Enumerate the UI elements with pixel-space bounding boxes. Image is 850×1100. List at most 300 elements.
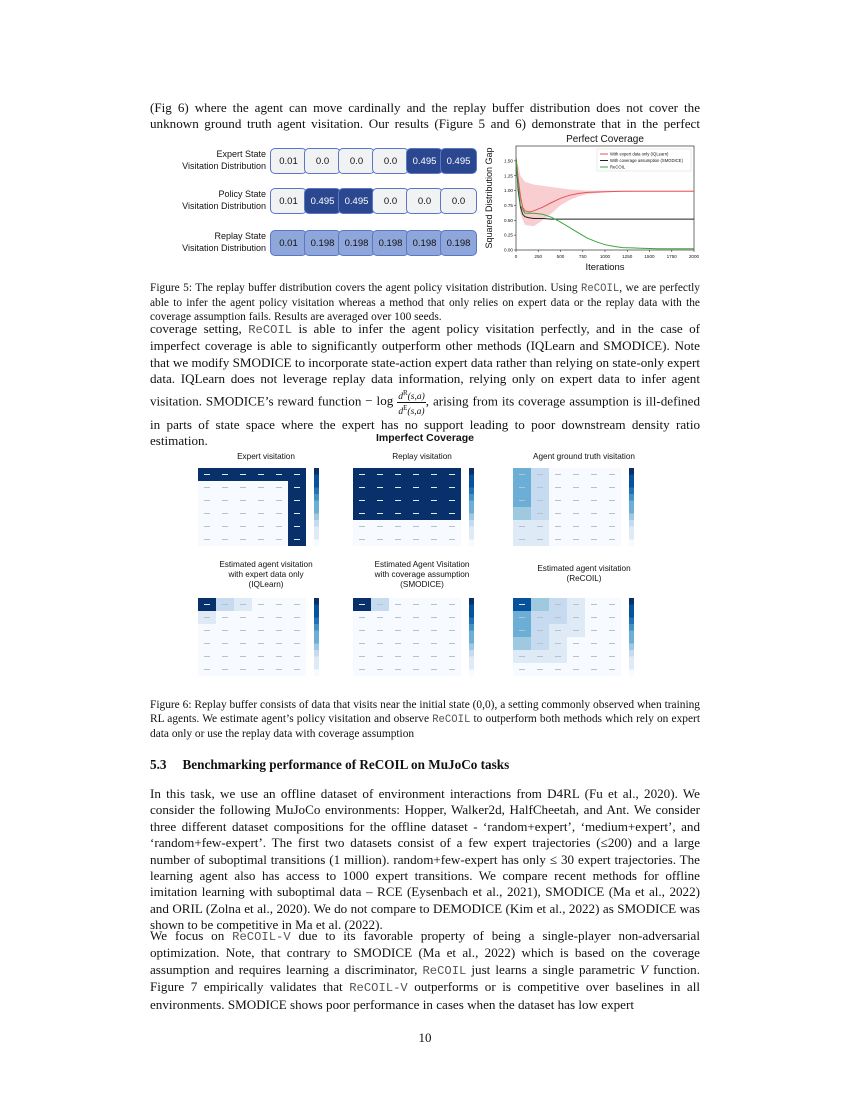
colorbar-segment [469,670,474,677]
heatmap-cell-value [258,487,264,488]
heatmap-cell-value [591,617,597,618]
colorbar-segment [469,637,474,644]
method-name: ReCOIL-V [232,930,291,944]
heatmap-cell-value [449,487,455,488]
colorbar-segment [629,637,634,644]
colorbar-segment [314,514,319,521]
heatmap-cell-value [519,487,525,488]
heatmap-cell-value [377,630,383,631]
heatmap-cell-value [359,526,365,527]
heatmap-cell-value [519,500,525,501]
heatmap-cell-value [573,617,579,618]
colorbar-segment [629,481,634,488]
formula-arg: (s,a) [407,406,425,417]
x-tick-label: 250 [534,254,543,259]
colorbar-segment [314,533,319,540]
formula-sup: R [402,388,408,397]
distribution-cell: 0.01 [270,188,307,214]
heatmap-cell-value [222,656,228,657]
heatmap-cell-value [258,474,264,475]
heatmap-panel [345,596,495,691]
x-tick-label: 1500 [644,254,655,259]
heatmap-cell-value [591,500,597,501]
heatmap-cell-value [555,630,561,631]
heatmap-cell-value [377,604,383,605]
heatmap-cell-value [449,604,455,605]
heatmap-cell-value [240,617,246,618]
reward-formula [365,388,426,417]
heatmap-cell-value [609,643,615,644]
heatmap-cell-value [609,669,615,670]
heatmap-cell-value [573,513,579,514]
heatmap-cell-value [276,513,282,514]
heatmap-cell-value [591,513,597,514]
heatmap-cell-value [413,474,419,475]
x-tick-label: 1750 [666,254,677,259]
heatmap-cell-value [537,630,543,631]
heatmap-cell-value [609,474,615,475]
y-tick-label: 1.50 [504,158,513,164]
heatmap-cell-value [276,539,282,540]
heatmap-cell-value [294,500,300,501]
colorbar-segment [469,631,474,638]
heatmap-title [186,452,346,462]
heatmap-cell-value [555,487,561,488]
heatmap-cell-value [395,513,401,514]
colorbar-segment [314,488,319,495]
heatmap-cell-value [431,500,437,501]
heatmap-cell-value [204,513,210,514]
heatmap-cell-value [276,643,282,644]
legend-entry: With expert data only (IQLearn) [610,151,669,157]
heatmap-cell-value [449,500,455,501]
heatmap-cell-value [359,669,365,670]
heatmap-cell-value [276,669,282,670]
heatmap-cell-value [537,669,543,670]
heatmap-cell-value [519,669,525,670]
heatmap-title-line: (SMODICE) [400,580,444,589]
heatmap-cell-value [431,526,437,527]
row-label-line: Visitation Distribution [182,160,266,171]
heatmap-cell-value [519,604,525,605]
colorbar-segment [314,468,319,475]
heatmap-cell-value [258,643,264,644]
caption-text: , we are perfectly able to infer the agent policy visitation whereas a method that only relies on expert data or the replay data with the coverage assumption fails. Results are averaged over 100 seeds. [150,282,700,324]
heatmap-cell-value [519,526,525,527]
heatmap-cell-value [359,513,365,514]
heatmap-cell-value [359,643,365,644]
heatmap-cell-value [222,526,228,527]
heatmap-cell-value [431,513,437,514]
heatmap-cell-value [555,604,561,605]
colorbar-segment [469,611,474,618]
heatmap-cell-value [294,630,300,631]
section-title: Benchmarking performance of ReCOIL on MuJoCo tasks [182,757,510,772]
heatmap-cell-value [240,513,246,514]
heatmap-cell-value [449,474,455,475]
formula-denominator [397,403,426,417]
heatmap-title-line: Estimated agent visitation [219,560,313,569]
heatmap-cell-value [377,669,383,670]
method-name: ReCOIL [422,963,467,978]
heatmap-cell-value [413,656,419,657]
distribution-cell: 0.198 [338,230,375,256]
heatmap-cell-value [591,539,597,540]
colorbar-segment [629,624,634,631]
heatmap-cell-value [537,617,543,618]
y-axis-label: Squared Distribution Gap [484,147,494,249]
heatmap-cell-value [204,526,210,527]
heatmap-panel [505,466,655,561]
heatmap-cell-value [609,656,615,657]
x-tick-label: 500 [556,254,565,259]
heatmap-cell-value [276,526,282,527]
heatmap-cell-value [555,617,561,618]
heatmap-cell-value [449,513,455,514]
heatmap-title-line: (IQLearn) [248,580,284,589]
colorbar-segment [629,670,634,677]
heatmap-cell-value [395,526,401,527]
figure-6-caption [150,698,700,742]
heatmap-cell-value [413,630,419,631]
heatmap-cell-value [537,474,543,475]
heatmap-title [186,560,346,590]
heatmap-cell-value [413,539,419,540]
heatmap-cell-value [395,617,401,618]
colorbar-segment [629,618,634,625]
row-label-line: Visitation Distribution [182,242,266,253]
heatmap-title-line: Estimated Agent Visitation [374,560,470,569]
colorbar-segment [629,501,634,508]
colorbar-segment [629,598,634,605]
heatmap-cell-value [377,617,383,618]
heatmap-cell-value [519,617,525,618]
heatmap-cell-value [609,487,615,488]
heatmap-title-line: with coverage assumption [374,570,470,579]
paragraph-text: is able to infer the agent policy visitation perfectly, and in the case of imperfect coverage is able to significantly outperform other methods (IQLearn and SMODICE). Note that we modify SMODICE to incorporate state-action expert data rather than relying on state-only expert data. IQLearn does not leverage replay data information, relying only on expert data to infer agent visitation. SMODICE’s reward function [150,321,701,409]
heatmap-cell-value [609,604,615,605]
heatmap-title [504,452,664,462]
method-name: ReCOIL [248,323,293,337]
heatmap-cell-value [573,669,579,670]
heatmap-cell-value [204,643,210,644]
heatmap-cell-value [431,656,437,657]
heatmap-panel [190,596,340,691]
heatmap-cell-value [555,656,561,657]
colorbar-segment [629,540,634,547]
colorbar-segment [314,605,319,612]
heatmap-cell-value [377,526,383,527]
heatmap-cell-value [294,513,300,514]
heatmap-cell-value [537,500,543,501]
heatmap-title [504,564,664,584]
heatmap-title [342,452,502,462]
colorbar-segment [469,520,474,527]
heatmap-cell-value [258,539,264,540]
heatmap-cell-value [573,630,579,631]
heatmap-cell-value [204,487,210,488]
colorbar-segment [314,618,319,625]
colorbar-segment [469,481,474,488]
colorbar-segment [469,650,474,657]
heatmap-cell-value [294,604,300,605]
heatmap-cell-value [413,643,419,644]
heatmap-cell-value [222,643,228,644]
colorbar-segment [629,488,634,495]
heatmap-cell-value [413,604,419,605]
formula-arg: (s,a) [407,391,425,402]
heatmap-cell-value [591,474,597,475]
heatmap-cell-value [204,604,210,605]
heatmap-cell-value [204,656,210,657]
heatmap-cell-value [449,643,455,644]
heatmap-cell-value [413,513,419,514]
heatmap-cell-value [395,487,401,488]
heatmap-cell-value [240,539,246,540]
distribution-cell: 0.0 [406,188,443,214]
paragraph-text: , arising from its coverage assumption is ill-defined in parts of state space where the expert has no support leading to poor downstream density ratio estimation. [150,393,700,449]
heatmap-cell-value [519,513,525,514]
heatmap-cell-value [240,669,246,670]
heatmap-cell-value [573,643,579,644]
heatmap-cell-value [294,669,300,670]
figure-6-title: Imperfect Coverage [375,432,475,444]
heatmap-cell-value [276,500,282,501]
heatmap-cell-value [449,526,455,527]
heatmap-cell-value [359,474,365,475]
page-number: 10 [418,1030,432,1045]
heatmap-cell-value [519,630,525,631]
heatmap-cell-value [573,539,579,540]
colorbar-segment [469,488,474,495]
colorbar-segment [469,657,474,664]
colorbar-segment [629,631,634,638]
distribution-cell: 0.0 [372,148,409,174]
heatmap-cell-value [377,539,383,540]
distribution-cell: 0.0 [304,148,341,174]
heatmap-cell-value [222,513,228,514]
heatmap-cell-value [395,656,401,657]
heatmap-cell-value [395,630,401,631]
row-label-line: Replay State [214,231,266,241]
colorbar-segment [469,540,474,547]
heatmap-title-line: Agent ground truth visitation [533,452,635,461]
caption-text: Figure 6: Replay buffer consists of data that visits near the initial state (0,0), a setting commonly observed when training RL agents. We estimate agent’s policy visitation and observe [150,699,700,726]
heatmap-title-line: Replay visitation [392,452,452,461]
colorbar-segment [314,611,319,618]
x-axis-label: Iterations [585,262,625,272]
colorbar-segment [629,507,634,514]
distribution-cell: 0.495 [304,188,341,214]
heatmap-cell-value [240,500,246,501]
heatmap-cell-value [449,656,455,657]
intro-paragraph [150,100,700,133]
heatmap-title-line: Estimated agent visitation [537,564,631,573]
colorbar-segment [314,494,319,501]
heatmap-cell-value [377,487,383,488]
colorbar-segment [314,475,319,482]
heatmap-cell-value [431,630,437,631]
y-tick-label: 0.00 [504,247,513,253]
heatmap-cell-value [258,617,264,618]
heatmap-cell-value [555,539,561,540]
colorbar-segment [469,494,474,501]
colorbar-segment [629,605,634,612]
variable-v: V [640,961,649,977]
heatmap-cell-value [555,500,561,501]
heatmap-cell-value [537,604,543,605]
colorbar-segment [469,514,474,521]
heatmap-cell-value [537,526,543,527]
heatmap-cell-value [413,526,419,527]
figure-6-heatmaps [150,448,700,688]
heatmap-cell-value [573,500,579,501]
heatmap-cell-value [258,669,264,670]
heatmap-cell-value [413,617,419,618]
colorbar-segment [314,501,319,508]
distribution-cell: 0.198 [304,230,341,256]
heatmap-cell-value [258,656,264,657]
y-tick-label: 0.25 [504,232,513,238]
heatmap-title-line: with expert data only [228,570,304,579]
heatmap-cell-value [204,630,210,631]
heatmap-cell-value [240,643,246,644]
paragraph-text: function. Figure 7 empirically validates that [150,961,700,995]
intro-line-2: unknown ground truth agent visitation. Our results (Figure 5 and 6) demonstrate that in the perfect [150,116,700,132]
heatmap-cell-value [591,604,597,605]
heatmap-cell-value [377,656,383,657]
heatmap-cell-value [591,669,597,670]
heatmap-cell-value [555,669,561,670]
colorbar-segment [629,514,634,521]
colorbar-segment [314,481,319,488]
colorbar-segment [629,468,634,475]
heatmap-cell-value [431,604,437,605]
legend-entry: With coverage assumption (SMODICE) [610,157,683,163]
caption-text: Figure 5: The replay buffer distribution covers the agent policy visitation distribution. Using [150,282,582,294]
heatmap-cell-value [573,656,579,657]
heatmap-cell-value [258,513,264,514]
formula-d: d [398,391,403,402]
figure-5-caption [150,281,700,325]
colorbar-segment [629,657,634,664]
heatmap-cell-value [449,539,455,540]
heatmap-cell-value [573,604,579,605]
heatmap-cell-value [258,526,264,527]
caption-text: to outperform both methods which rely on expert data only or use the replay data with coverage assumption [150,713,700,741]
heatmap-cell-value [537,487,543,488]
heatmap-cell-value [377,513,383,514]
legend-entry: ReCOIL [610,164,626,170]
y-tick-label: 0.75 [504,203,513,209]
heatmap-cell-value [222,630,228,631]
heatmap-cell-value [377,643,383,644]
heatmap-cell-value [449,630,455,631]
heatmap-cell-value [240,656,246,657]
heatmap-cell-value [395,643,401,644]
heatmap-cell-value [276,656,282,657]
heatmap-cell-value [276,487,282,488]
heatmap-cell-value [377,500,383,501]
heatmap-cell-value [258,500,264,501]
heatmap-cell-value [573,526,579,527]
heatmap-cell-value [609,513,615,514]
colorbar-segment [629,533,634,540]
heatmap-cell-value [395,669,401,670]
chart-title: Perfect Coverage [566,134,644,145]
row-label-line: Visitation Distribution [182,200,266,211]
heatmap-cell-value [431,487,437,488]
heatmap-cell-value [449,669,455,670]
formula-log: − log [365,393,394,409]
heatmap-cell-value [222,539,228,540]
colorbar-segment [314,657,319,664]
heatmap-cell-value [240,604,246,605]
heatmap-cell-value [294,539,300,540]
colorbar-segment [469,475,474,482]
colorbar-segment [629,520,634,527]
heatmap-cell-value [591,656,597,657]
heatmap-cell-value [276,474,282,475]
heatmap-cell-value [204,669,210,670]
perfect-coverage-chart [480,132,700,272]
heatmap-cell-value [609,630,615,631]
heatmap-cell-value [413,487,419,488]
section-number: 5.3 [150,757,167,772]
heatmap-cell-value [431,617,437,618]
heatmap-cell-value [537,643,543,644]
row-label-line: Policy State [218,189,266,199]
heatmap-cell-value [240,630,246,631]
heatmap-cell-value [573,474,579,475]
heatmap-cell-value [413,500,419,501]
heatmap-cell-value [276,604,282,605]
heatmap-cell-value [222,487,228,488]
x-tick-label: 750 [578,254,587,259]
colorbar-segment [314,637,319,644]
formula-d: d [398,406,404,417]
heatmap-cell-value [591,487,597,488]
heatmap-cell-value [294,526,300,527]
heatmap-cell-value [222,617,228,618]
paragraph-text: coverage setting, [150,321,249,336]
distribution-cell: 0.0 [338,148,375,174]
colorbar-segment [314,507,319,514]
coverage-paragraph [150,321,700,450]
y-tick-label: 0.50 [504,217,513,223]
heatmap-cell-value [609,500,615,501]
heatmap-cell-value [359,539,365,540]
distribution-cell: 0.01 [270,148,307,174]
colorbar-segment [469,644,474,651]
heatmap-cell-value [377,474,383,475]
row-label [146,149,266,172]
heatmap-panel [505,596,655,691]
distribution-cell: 0.495 [338,188,375,214]
heatmap-cell-value [359,500,365,501]
heatmap-cell-value [222,604,228,605]
heatmap-cell-value [395,474,401,475]
heatmap-cell-value [359,604,365,605]
colorbar-segment [314,663,319,670]
colorbar-segment [469,527,474,534]
distribution-cell: 0.198 [440,230,477,256]
heatmap-cell-value [294,617,300,618]
colorbar-segment [314,598,319,605]
colorbar-segment [314,540,319,547]
heatmap-cell-value [276,630,282,631]
colorbar-segment [629,611,634,618]
